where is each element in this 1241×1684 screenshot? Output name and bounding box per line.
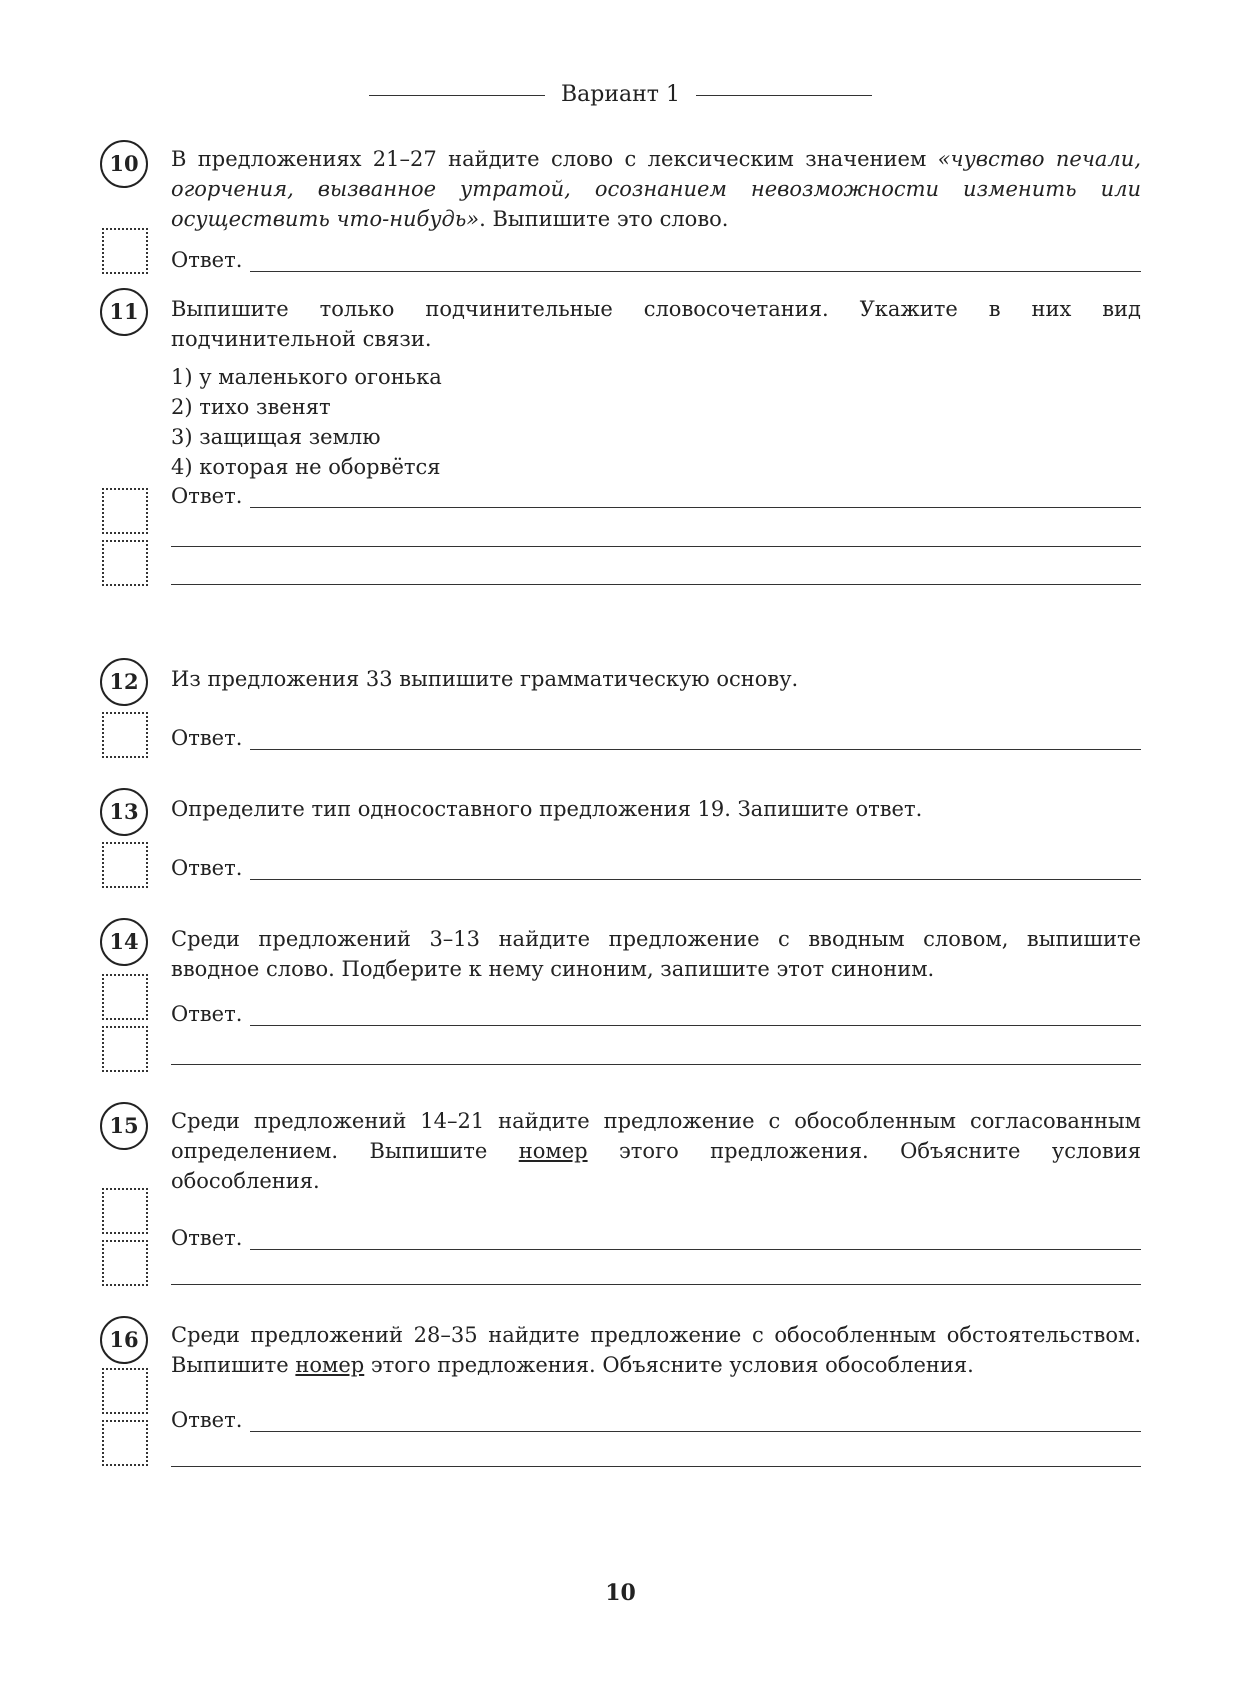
- task-text: [171, 1320, 1141, 1380]
- score-box: [102, 1188, 148, 1234]
- answer-input[interactable]: [250, 859, 1141, 880]
- answer-label: Ответ.: [171, 726, 243, 750]
- answer-label: Ответ.: [171, 1408, 243, 1432]
- task-number-badge: 14: [100, 918, 148, 966]
- answer-input[interactable]: [250, 1411, 1141, 1432]
- score-box: [102, 1368, 148, 1414]
- task-number-badge: 13: [100, 788, 148, 836]
- task-text-part: Среди предложений 14–21 найдите предложение с обособленным согласованным определением. Выпишите: [171, 1109, 1141, 1163]
- answer-line[interactable]: [171, 1408, 1141, 1432]
- answer-label: Ответ.: [171, 1002, 243, 1026]
- answer-label: Ответ.: [171, 484, 243, 508]
- answer-extra-line[interactable]: [171, 1064, 1141, 1065]
- score-box: [102, 842, 148, 888]
- task-text: Среди предложений 3–13 найдите предложение с вводным словом, выпишите вводное слово. Подберите к нему синоним, запишите этот синоним.: [171, 927, 1141, 981]
- variant-header: [0, 82, 1241, 107]
- answer-line[interactable]: [171, 856, 1141, 880]
- task-text-part: этого предложения. Объясните условия обособления.: [171, 1139, 1142, 1193]
- task-text-end: . Выпишите это слово.: [479, 207, 729, 231]
- task-text: [171, 1106, 1141, 1196]
- score-box: [102, 540, 148, 586]
- header-rule-left: [369, 95, 545, 96]
- page-number: 10: [605, 1580, 636, 1606]
- task-number-badge: 15: [100, 1102, 148, 1150]
- answer-line[interactable]: [171, 248, 1141, 272]
- answer-line[interactable]: [171, 484, 1141, 508]
- task-text-part: Среди предложений 28–35 найдите предложение с обособленным обстоятельством. Выпишите: [171, 1323, 1141, 1377]
- score-box: [102, 1026, 148, 1072]
- answer-label: Ответ.: [171, 1226, 243, 1250]
- answer-line[interactable]: [171, 726, 1141, 750]
- task-text-underlined: номер: [518, 1139, 588, 1163]
- score-box: [102, 1240, 148, 1286]
- option-item: 3) защищая землю: [171, 425, 381, 449]
- score-box: [102, 974, 148, 1020]
- answer-input[interactable]: [250, 487, 1141, 508]
- answer-line[interactable]: [171, 1226, 1141, 1250]
- score-box: [102, 228, 148, 274]
- option-item: 2) тихо звенят: [171, 395, 331, 419]
- answer-extra-line[interactable]: [171, 1284, 1141, 1285]
- answer-input[interactable]: [250, 1005, 1141, 1026]
- option-item: 4) которая не оборвётся: [171, 455, 441, 479]
- task-text-plain: В предложениях 21–27 найдите слово с лексическим значением: [171, 147, 938, 171]
- task-number-badge: 11: [100, 288, 148, 336]
- task-text-underlined: номер: [295, 1353, 365, 1377]
- task-number-badge: 12: [100, 658, 148, 706]
- answer-input[interactable]: [250, 1229, 1141, 1250]
- answer-extra-line[interactable]: [171, 546, 1141, 547]
- answer-line[interactable]: [171, 1002, 1141, 1026]
- task-number-badge: 10: [100, 140, 148, 188]
- task-text: Выпишите только подчинительные словосочетания. Укажите в них вид подчинительной связи.: [171, 297, 1141, 351]
- answer-input[interactable]: [250, 729, 1141, 750]
- answer-extra-line[interactable]: [171, 584, 1141, 585]
- variant-title: Вариант 1: [561, 82, 680, 107]
- task-text: Из предложения 33 выпишите грамматическую основу.: [171, 667, 799, 691]
- header-rule-right: [696, 95, 872, 96]
- answer-input[interactable]: [250, 251, 1141, 272]
- score-box: [102, 712, 148, 758]
- answer-label: Ответ.: [171, 248, 243, 272]
- task-text: Определите тип односоставного предложения 19. Запишите ответ.: [171, 797, 923, 821]
- task-text: [171, 144, 1141, 234]
- task-number-badge: 16: [100, 1316, 148, 1364]
- options-list: [171, 362, 442, 482]
- task-text-part: этого предложения. Объясните условия обособления.: [364, 1353, 974, 1377]
- score-box: [102, 1420, 148, 1466]
- score-box: [102, 488, 148, 534]
- task-text-definition: «чувство печали, огорчения, вызванное утратой, осознанием невозможности изменить или осуществить что-нибудь»: [171, 147, 1141, 231]
- answer-extra-line[interactable]: [171, 1466, 1141, 1467]
- answer-label: Ответ.: [171, 856, 243, 880]
- option-item: 1) у маленького огонька: [171, 365, 442, 389]
